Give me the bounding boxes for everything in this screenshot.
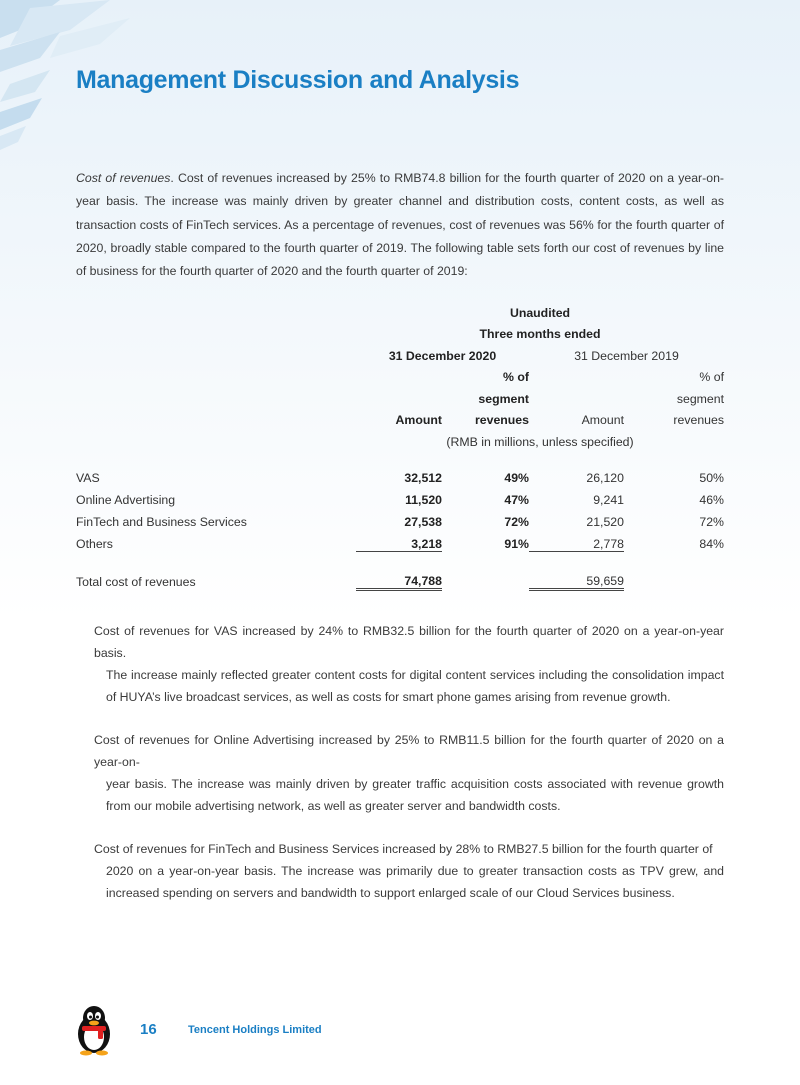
- pct-2020: 91%: [504, 537, 529, 551]
- amount-2019: 9,241: [593, 492, 624, 507]
- pct-2019: 72%: [699, 514, 724, 529]
- row-label: Online Advertising: [76, 492, 176, 507]
- intro-lead: Cost of revenues: [76, 171, 171, 185]
- amount-2020: 27,538: [404, 514, 442, 529]
- para-continuation: 2020 on a year-on-year basis. The increase was primarily due to greater transaction costs as TPV grew, and increased spending on servers and bandwidth to support enlarged scale of our Cloud Services business.: [106, 864, 724, 900]
- period-header: Three months ended: [479, 327, 601, 341]
- para-first-line: Cost of revenues for FinTech and Business Services increased by 28% to RMB27.5 billion for the fourth quarter of: [94, 842, 713, 856]
- units-note: (RMB in millions, unless specified): [446, 434, 634, 449]
- total-label: Total cost of revenues: [76, 575, 196, 589]
- table-row: [76, 463, 724, 485]
- pct-2020: 47%: [504, 492, 529, 507]
- pct-2019: 84%: [699, 537, 724, 551]
- row-label: FinTech and Business Services: [76, 514, 247, 529]
- online-advertising-paragraph: [94, 729, 724, 817]
- pct-2020: 72%: [504, 514, 529, 529]
- pct-2019-line1: % of: [699, 370, 724, 384]
- page-title: Management Discussion and Analysis: [76, 66, 520, 94]
- amount-2020-header: Amount: [395, 413, 442, 427]
- col-2019-header: 31 December 2019: [574, 348, 679, 363]
- amount-2019: 21,520: [586, 514, 624, 529]
- col-2020-header: 31 December 2020: [388, 348, 497, 363]
- table-row: [76, 529, 724, 552]
- row-label: Others: [76, 537, 113, 551]
- pct-2019: 50%: [699, 470, 724, 485]
- amount-2020: 3,218: [356, 529, 442, 552]
- intro-text: . Cost of revenues increased by 25% to RMB74.8 billion for the fourth quarter of 2020 on a year-on-year basis. The increase was mainly driven by greater channel and distribution costs, content costs, as well as transaction costs of FinTech services. As a percentage of revenues, cost of revenues was 56% for the fourth quarter of 2020, broadly stable compared to the fourth quarter of 2019. The following table sets forth our cost of revenues by line of business for the fourth quarter of 2020 and the fourth quarter of 2019:: [76, 171, 725, 279]
- pct-2019-line2: segment: [676, 391, 724, 406]
- amount-2019: 2,778: [529, 529, 624, 552]
- intro-paragraph: [76, 167, 724, 283]
- page-number: 16: [140, 1021, 157, 1038]
- company-name: Tencent Holdings Limited: [188, 1024, 322, 1036]
- para-first-line: Cost of revenues for VAS increased by 24% to RMB32.5 billion for the fourth quarter of 2020 on a year-on-year basis.: [94, 624, 724, 660]
- cost-of-revenues-table: [76, 298, 724, 591]
- total-row: [76, 566, 724, 590]
- pct-2020-line1: % of: [503, 370, 529, 384]
- pct-2019: 46%: [699, 492, 724, 507]
- total-2020: 74,788: [356, 566, 442, 590]
- amount-2020: 32,512: [404, 470, 442, 485]
- vas-paragraph: [94, 620, 724, 708]
- penguin-mascot-icon: [72, 1004, 116, 1056]
- row-label: VAS: [76, 470, 100, 485]
- table-row: [76, 485, 724, 507]
- amount-2020: 11,520: [405, 492, 442, 507]
- pct-2020: 49%: [504, 470, 529, 485]
- para-continuation: The increase mainly reflected greater content costs for digital content services including the consolidation impact of HUYA’s live broadcast services, as well as costs for smart phone games arising from revenue growth.: [106, 668, 724, 704]
- segment-commentary: [94, 620, 724, 925]
- total-2019: 59,659: [529, 566, 624, 590]
- table-row: [76, 507, 724, 529]
- pct-2019-line3: revenues: [673, 413, 724, 427]
- pct-2020-line2: segment: [478, 391, 529, 406]
- amount-2019-header: Amount: [581, 413, 624, 427]
- fintech-paragraph: [94, 838, 724, 904]
- unaudited-header: Unaudited: [509, 305, 571, 320]
- pct-2020-line3: revenues: [474, 413, 529, 427]
- para-first-line: Cost of revenues for Online Advertising increased by 25% to RMB11.5 billion for the fourth quarter of 2020 on a year-on-: [94, 733, 724, 769]
- amount-2019: 26,120: [586, 470, 624, 485]
- para-continuation: year basis. The increase was mainly driven by greater traffic acquisition costs associated with revenue growth from our mobile advertising network, as well as greater server and bandwidth costs.: [106, 777, 724, 813]
